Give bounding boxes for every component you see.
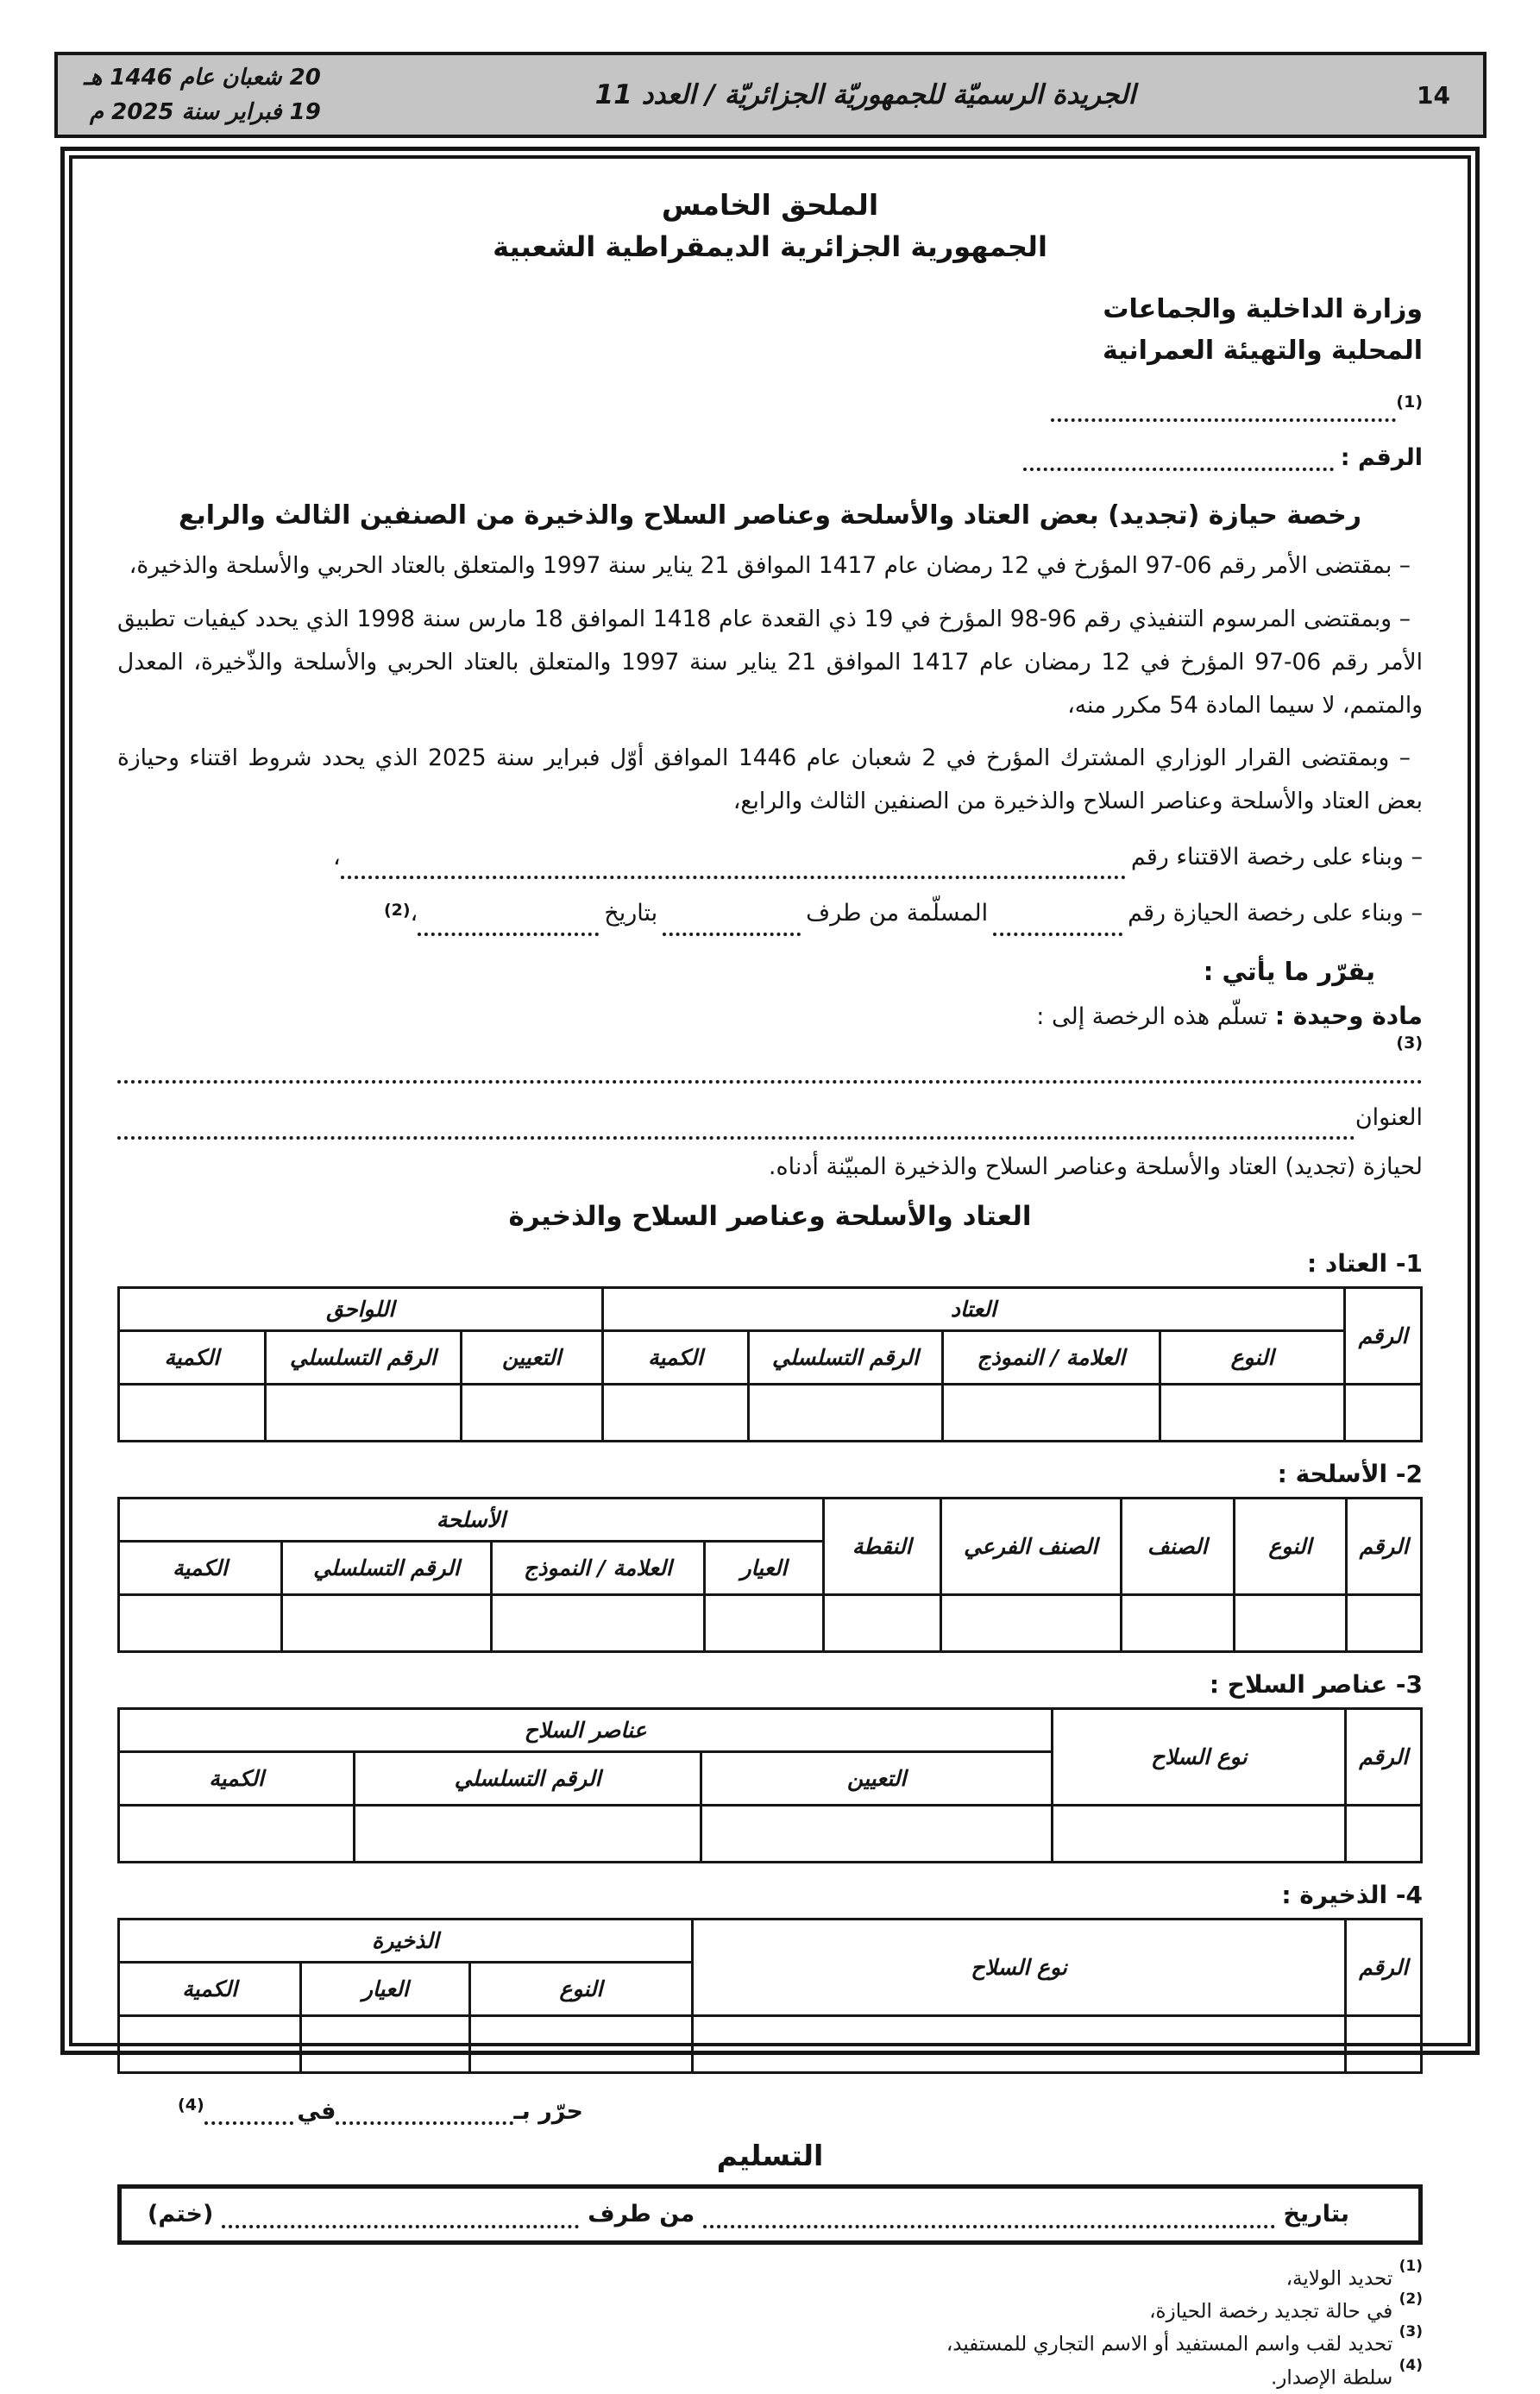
materiel-cell[interactable] bbox=[942, 1385, 1160, 1442]
header-dates bbox=[58, 60, 347, 130]
elements-col-number: الرقم bbox=[1346, 1709, 1422, 1806]
republic-title: الجمهورية الجزائرية الديمقراطية الشعبية bbox=[493, 230, 1047, 263]
elements-cell[interactable] bbox=[119, 1806, 355, 1863]
weapons-cell[interactable] bbox=[823, 1595, 940, 1652]
footnote-4 bbox=[117, 2356, 1423, 2394]
materiel-cell[interactable] bbox=[749, 1385, 942, 1442]
possession-license-number-field[interactable] bbox=[993, 908, 1122, 935]
weapons-caption: 2- الأسلحة : bbox=[1277, 1460, 1423, 1489]
delivered-by-field[interactable] bbox=[663, 908, 801, 935]
beneficiary-blank-field[interactable] bbox=[117, 1056, 1423, 1084]
elements-group: عناصر السلاح bbox=[119, 1709, 1053, 1752]
ammunition-col-quantity: الكمية bbox=[119, 1963, 301, 2016]
weapons-col-class: الصنف bbox=[1121, 1499, 1234, 1595]
ministry-name bbox=[117, 289, 1423, 372]
date-hijri: 20 شعبان عام 1446 هـ bbox=[84, 64, 321, 91]
elements-col-designation: التعيين bbox=[701, 1752, 1053, 1806]
elements-cell[interactable] bbox=[355, 1806, 701, 1863]
footnote-3-marker: (3) bbox=[1399, 2323, 1423, 2341]
materiel-col-number: الرقم bbox=[1345, 1288, 1422, 1385]
ammunition-table bbox=[117, 1918, 1423, 2074]
weapons-cell[interactable] bbox=[705, 1595, 824, 1652]
weapons-cell[interactable] bbox=[1234, 1595, 1347, 1652]
footnote-ref-2: (2) bbox=[383, 900, 411, 920]
ammunition-caption: 4- الذخيرة : bbox=[1281, 1881, 1423, 1910]
content-frame bbox=[60, 147, 1480, 2390]
ammunition-cell[interactable] bbox=[119, 2016, 301, 2073]
reference-number-field[interactable] bbox=[1023, 443, 1334, 470]
weapons-col-quantity: الكمية bbox=[119, 1542, 282, 1595]
issued-at-line bbox=[178, 2096, 583, 2124]
document-title: رخصة حيازة (تجديد) بعض العتاد والأسلحة وعناصر السلاح والذخيرة من الصنفين الثالث والرابع bbox=[179, 500, 1361, 531]
delivery-by-field[interactable] bbox=[222, 2200, 579, 2227]
delivery-title: التسليم bbox=[716, 2138, 824, 2172]
weapons-col-type: النوع bbox=[1234, 1499, 1347, 1595]
elements-cell[interactable] bbox=[701, 1806, 1053, 1863]
weapons-cell[interactable] bbox=[119, 1595, 282, 1652]
weapons-table bbox=[117, 1497, 1423, 1653]
elements-cell[interactable] bbox=[1053, 1806, 1346, 1863]
header-bar bbox=[54, 52, 1487, 138]
section-title: العتاد والأسلحة وعناصر السلاح والذخيرة bbox=[508, 1201, 1032, 1233]
footnote-3-text: تحديد لقب واسم المستفيد أو الاسم التجاري للمستفيد، bbox=[946, 2333, 1393, 2356]
single-article-text: تسلّم هذه الرخصة إلى : bbox=[1036, 1002, 1268, 1030]
footnote-4-text: سلطة الإصدار. bbox=[1270, 2366, 1393, 2390]
weapons-empty-row bbox=[119, 1595, 1422, 1652]
weapon-elements-table bbox=[117, 1707, 1423, 1863]
comma: ، bbox=[410, 900, 418, 927]
weapons-cell[interactable] bbox=[940, 1595, 1121, 1652]
ammunition-col-number: الرقم bbox=[1346, 1920, 1422, 2016]
acquisition-license-field[interactable] bbox=[341, 851, 1126, 879]
elements-col-weapon-type: نوع السلاح bbox=[1053, 1709, 1346, 1806]
materiel-cell[interactable] bbox=[602, 1385, 749, 1442]
purpose-line: لحيازة (تجديد) العتاد والأسلحة وعناصر السلاح والذخيرة المبيّنة أدناه. bbox=[768, 1153, 1423, 1181]
materiel-empty-row bbox=[119, 1385, 1422, 1442]
delivery-by-label: من طرف bbox=[588, 2201, 695, 2228]
ammunition-col-caliber: العيار bbox=[301, 1963, 470, 2016]
materiel-cell[interactable] bbox=[462, 1385, 603, 1442]
footnote-1 bbox=[117, 2257, 1423, 2295]
delivery-date-field[interactable] bbox=[703, 2200, 1274, 2227]
ammunition-empty-row bbox=[119, 2016, 1422, 2073]
materiel-table bbox=[117, 1286, 1423, 1442]
footnote-ref-1: (1) bbox=[1396, 393, 1423, 412]
single-article-label: مادة وحيدة : bbox=[1274, 1001, 1423, 1030]
ammunition-col-weapon-type: نوع السلاح bbox=[692, 1920, 1346, 2016]
delivered-by-label: المسلّمة من طرف bbox=[806, 900, 989, 927]
visa-ordinance: – بمقتضى الأمر رقم 06-97 المؤرخ في 12 رمضان عام 1417 الموافق 21 يناير سنة 1997 والمتعلق بالعتاد الحربي والأسلحة والذخيرة، bbox=[129, 552, 1411, 580]
footnote-4-marker: (4) bbox=[1399, 2356, 1423, 2374]
ammunition-cell[interactable] bbox=[692, 2016, 1346, 2073]
possession-license-line bbox=[117, 891, 1423, 935]
ammunition-cell[interactable] bbox=[1346, 2016, 1422, 2073]
ammunition-group: الذخيرة bbox=[119, 1920, 693, 1963]
page-number: 14 bbox=[1417, 80, 1450, 110]
weapons-cell[interactable] bbox=[1121, 1595, 1234, 1652]
decision-heading: يقرّر ما يأتي : bbox=[1203, 956, 1375, 986]
weapons-col-brand-model: العلامة / النموذج bbox=[491, 1542, 704, 1595]
footnotes bbox=[117, 2257, 1423, 2394]
footnote-2-text: في حالة تجديد رخصة الحيازة، bbox=[1149, 2300, 1393, 2323]
content-frame-inner bbox=[69, 155, 1471, 2390]
elements-col-quantity: الكمية bbox=[119, 1752, 355, 1806]
elements-col-serial: الرقم التسلسلي bbox=[355, 1752, 701, 1806]
weapons-col-subclass: الصنف الفرعي bbox=[940, 1499, 1121, 1595]
weapons-col-point: النقطة bbox=[823, 1499, 940, 1595]
materiel-cell[interactable] bbox=[1160, 1385, 1345, 1442]
visa-executive-decree: – وبمقتضى المرسوم التنفيذي رقم 96-98 المؤرخ في 19 ذي القعدة عام 1418 الموافق 18 مارس سنة 1998 الذي يحدد كيفيات تطبيق الأمر رقم 06-97 المؤرخ في 12 رمضان عام 1417 الموافق 21 يناير سنة 1997 والمتعلق بالعتاد الحربي والأسلحة والذّخيرة، المعدل والمتمم، لا سيما المادة 54 مكرر منه، bbox=[117, 606, 1424, 719]
visa-interministerial-order: – وبمقتضى القرار الوزاري المشترك المؤرخ في 2 شعبان عام 1446 الموافق أوّل فبراير سنة 2025 الذي يحدد شروط اقتناء وحيازة بعض العتاد والأسلحة وعناصر السلاح والذخيرة من الصنفين الثالث والرابع، bbox=[117, 745, 1423, 815]
comma: ، bbox=[333, 844, 341, 871]
ministry-line1: وزارة الداخلية والجماعات bbox=[1103, 294, 1423, 324]
accessories-col-designation: التعيين bbox=[462, 1331, 603, 1385]
delivery-box bbox=[117, 2184, 1423, 2245]
issued-on-label: في bbox=[297, 2097, 336, 2125]
accessories-group: اللواحق bbox=[119, 1288, 603, 1331]
footnote-ref-4: (4) bbox=[178, 2095, 204, 2114]
ministry-line2: المحلية والتهيئة العمرانية bbox=[1102, 336, 1423, 366]
footnote-1-text: تحديد الولاية، bbox=[1285, 2267, 1393, 2290]
materiel-col-quantity: الكمية bbox=[602, 1331, 749, 1385]
gazette-title: الجريدة الرسميّة للجمهوريّة الجزائريّة / العدد 11 bbox=[594, 79, 1136, 110]
possession-license-label: – وبناء على رخصة الحيازة رقم bbox=[1128, 900, 1423, 927]
delivery-date-label: بتاريخ bbox=[1283, 2201, 1349, 2228]
elements-caption: 3- عناصر السلاح : bbox=[1209, 1670, 1423, 1700]
footnote-2-marker: (2) bbox=[1399, 2290, 1423, 2308]
dated-field[interactable] bbox=[418, 908, 599, 935]
wilaya-blank-line bbox=[117, 394, 1423, 422]
weapons-cell[interactable] bbox=[1347, 1595, 1422, 1652]
weapons-cell[interactable] bbox=[281, 1595, 491, 1652]
wilaya-blank-field[interactable] bbox=[1051, 394, 1396, 422]
materiel-col-serial: الرقم التسلسلي bbox=[749, 1331, 942, 1385]
footnote-3 bbox=[117, 2323, 1423, 2360]
elements-empty-row bbox=[119, 1806, 1422, 1863]
reference-number-line bbox=[117, 443, 1423, 470]
issued-at-field[interactable] bbox=[336, 2096, 513, 2124]
weapons-group: الأسلحة bbox=[119, 1499, 824, 1542]
materiel-caption: 1- العتاد : bbox=[1306, 1249, 1423, 1279]
materiel-col-brand-model: العلامة / النموذج bbox=[942, 1331, 1160, 1385]
footnote-1-marker: (1) bbox=[1399, 2257, 1423, 2275]
materiel-cell[interactable] bbox=[119, 1385, 266, 1442]
footnote-ref-3: (3) bbox=[1396, 1033, 1423, 1052]
weapons-cell[interactable] bbox=[491, 1595, 704, 1652]
address-field[interactable] bbox=[117, 1112, 1355, 1140]
dated-label: بتاريخ bbox=[604, 900, 658, 927]
date-gregorian: 19 فبراير سنة 2025 م bbox=[89, 99, 321, 125]
materiel-cell[interactable] bbox=[1345, 1385, 1422, 1442]
issued-at-label: حرّر بـ bbox=[513, 2097, 583, 2125]
ammunition-cell[interactable] bbox=[301, 2016, 470, 2073]
ammunition-col-type: النوع bbox=[470, 1963, 693, 2016]
elements-cell[interactable] bbox=[1346, 1806, 1422, 1863]
materiel-group: العتاد bbox=[602, 1288, 1345, 1331]
issued-on-field[interactable] bbox=[204, 2096, 293, 2124]
weapons-col-caliber: العيار bbox=[705, 1542, 824, 1595]
annex-title: الملحق الخامس bbox=[661, 188, 879, 222]
beneficiary-blank-line bbox=[117, 1033, 1423, 1084]
address-line bbox=[117, 1096, 1423, 1140]
accessories-col-serial: الرقم التسلسلي bbox=[265, 1331, 461, 1385]
ammunition-cell[interactable] bbox=[470, 2016, 693, 2073]
acquisition-license-label: – وبناء على رخصة الاقتناء رقم bbox=[1130, 844, 1423, 871]
materiel-col-type: النوع bbox=[1160, 1331, 1345, 1385]
materiel-cell[interactable] bbox=[265, 1385, 461, 1442]
weapons-col-number: الرقم bbox=[1347, 1499, 1422, 1595]
weapons-col-serial: الرقم التسلسلي bbox=[281, 1542, 491, 1595]
acquisition-license-line bbox=[117, 835, 1423, 879]
address-label: العنوان bbox=[1355, 1104, 1423, 1131]
reference-number-label: الرقم : bbox=[1340, 443, 1423, 471]
accessories-col-quantity: الكمية bbox=[119, 1331, 266, 1385]
single-article-line bbox=[117, 1002, 1423, 1030]
stamp-label: (ختم) bbox=[148, 2201, 214, 2228]
footnote-2 bbox=[117, 2290, 1423, 2328]
